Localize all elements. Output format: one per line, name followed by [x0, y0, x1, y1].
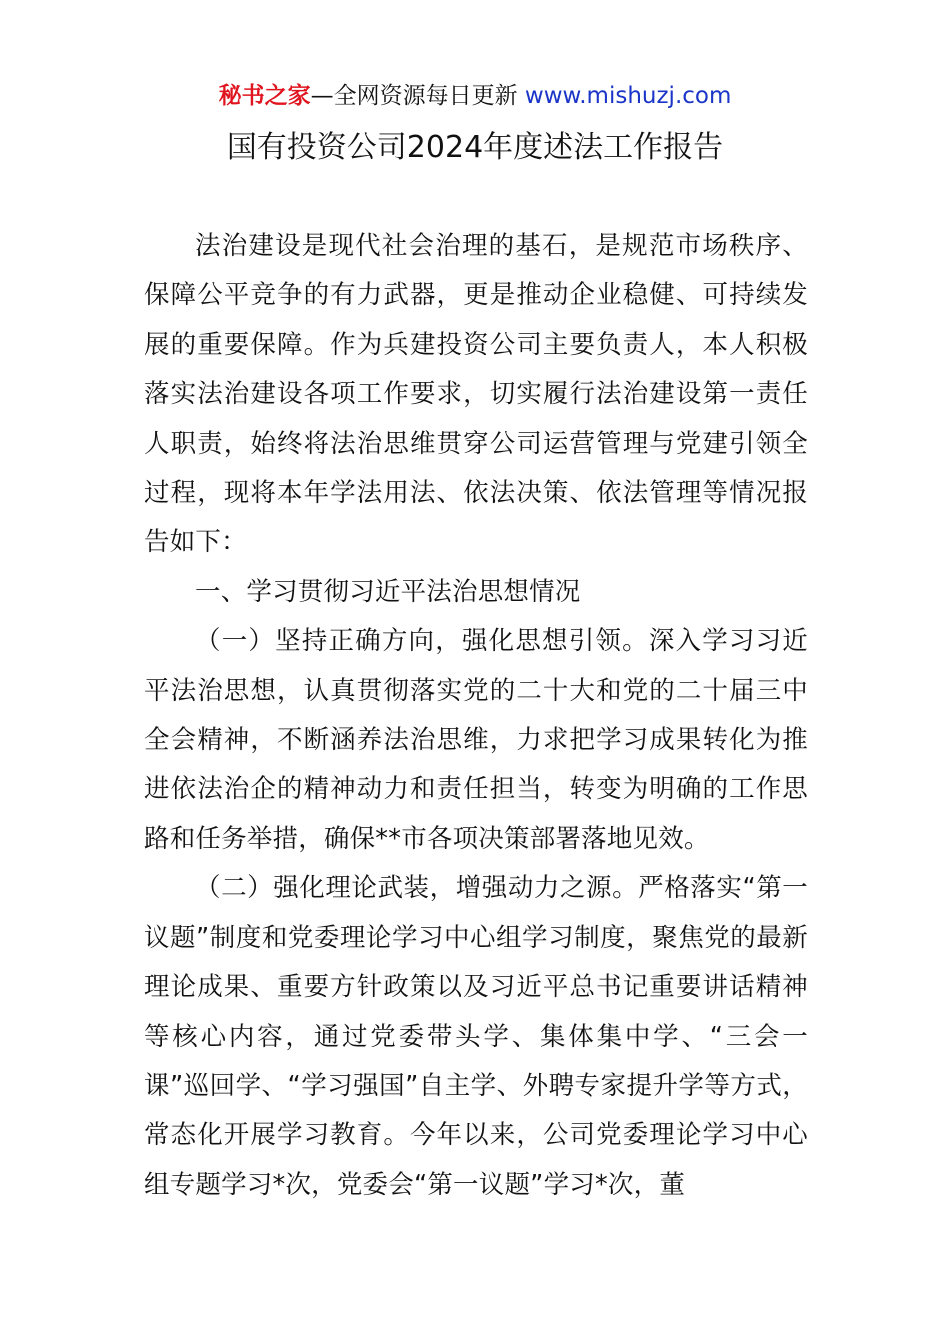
site-tagline: —全网资源每日更新	[310, 83, 518, 109]
subsection-paragraph-2: （二）强化理论武装，增强动力之源。严格落实“第一议题”制度和党委理论学习中心组学习制度，聚焦党的最新理论成果、重要方针政策以及习近平总书记重要讲话精神等核心内容，通过党委带头学、集体集中学、“三会一课”巡回学、“学习强国”自主学、外聘专家提升学等方式，常态化开展学习教育。今年以来，公司党委理论学习中心组专题学习*次，党委会“第一议题”学习*次，董	[144, 873, 808, 1200]
site-url[interactable]: www.mishuzj.com	[524, 83, 732, 109]
document-title: 国有投资公司2024年度述法工作报告	[226, 130, 724, 165]
site-header	[0, 80, 950, 112]
site-brand: 秘书之家	[218, 83, 311, 109]
subsection-paragraph-1: （一）坚持正确方向，强化思想引领。深入学习习近平法治思想，认真贯彻落实党的二十大和党的二十届三中全会精神，不断涵养法治思维，力求把学习成果转化为推进依法治企的精神动力和责任担当，转变为明确的工作思路和任务举措，确保**市各项决策部署落地见效。	[144, 626, 808, 854]
section-heading: 一、学习贯彻习近平法治思想情况	[195, 576, 581, 607]
intro-paragraph: 法治建设是现代社会治理的基石，是规范市场秩序、保障公平竞争的有力武器，更是推动企业稳健、可持续发展的重要保障。作为兵建投资公司主要负责人，本人积极落实法治建设各项工作要求，切实履行法治建设第一责任人职责，始终将法治思维贯穿公司运营管理与党建引领全过程，现将本年学法用法、依法决策、依法管理等情况报告如下：	[144, 231, 808, 558]
document-body	[144, 222, 808, 1210]
